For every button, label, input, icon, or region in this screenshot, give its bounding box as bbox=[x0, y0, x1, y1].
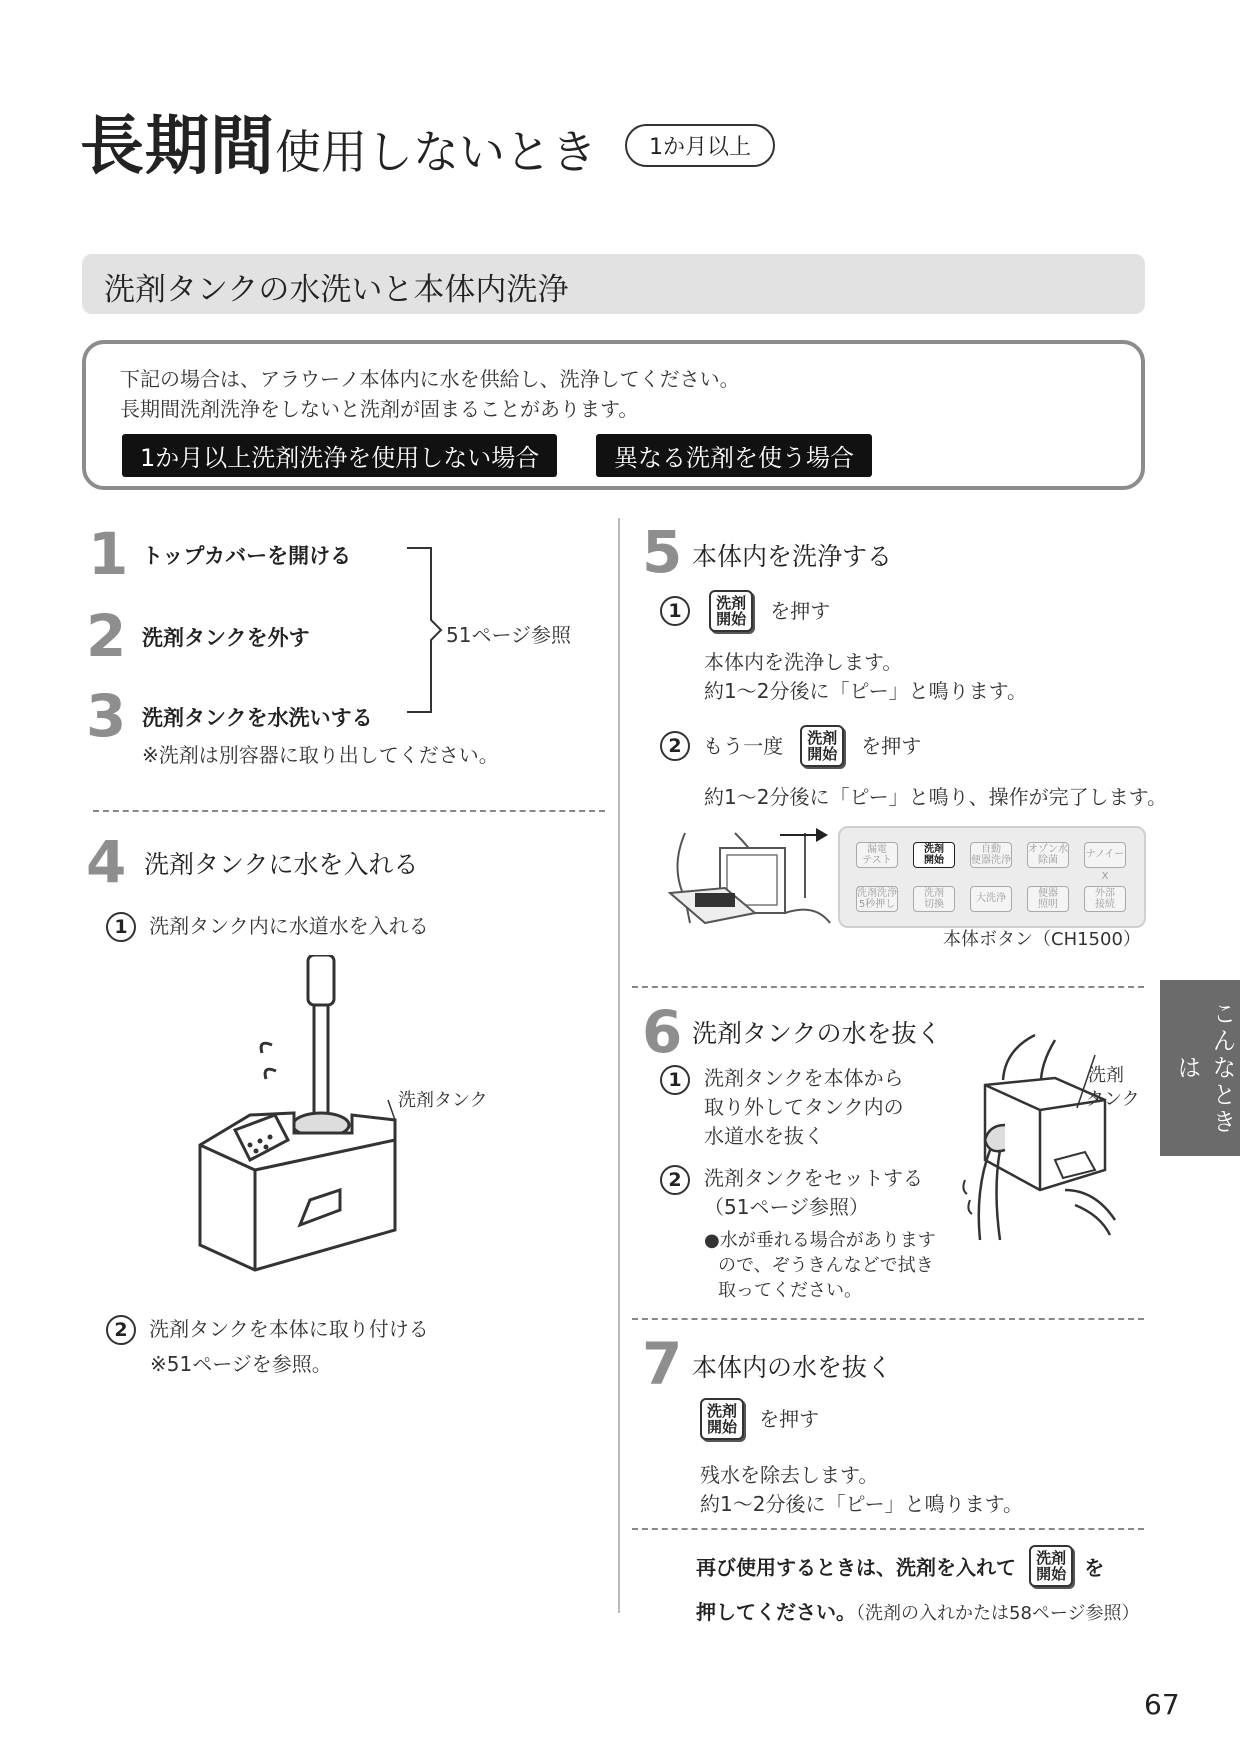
step-5-sub-1-line-1: 本体内を洗浄します。 bbox=[704, 650, 903, 674]
step-3-note: ※洗剤は別容器に取り出してください。 bbox=[142, 743, 499, 767]
divider bbox=[93, 810, 605, 812]
step-4-number: 4 bbox=[86, 828, 127, 896]
key-top: 洗剤 bbox=[807, 729, 838, 747]
section-header bbox=[82, 254, 1145, 314]
sub-step-number: 2 bbox=[106, 1315, 136, 1345]
step-5-sub-2 bbox=[660, 725, 921, 767]
step-4-sub-1 bbox=[106, 912, 429, 942]
panel-button: 便器 照明 bbox=[1027, 886, 1069, 912]
final-note-line-2 bbox=[696, 1596, 1140, 1626]
section-side-tab: こんなときは bbox=[1160, 980, 1240, 1156]
sub-step-prefix: もう一度 bbox=[703, 733, 784, 758]
page-number: 67 bbox=[1144, 1688, 1180, 1721]
push-text: を押す bbox=[861, 733, 922, 758]
divider bbox=[632, 1318, 1144, 1320]
step-7-action bbox=[700, 1398, 819, 1440]
step-3-title: 洗剤タンクを水洗いする bbox=[142, 706, 373, 730]
panel-button: ナノイーX bbox=[1084, 842, 1126, 868]
sub-step-number: 2 bbox=[660, 731, 690, 761]
notice-box bbox=[82, 340, 1145, 490]
final-part-1: 再び使用するときは、洗剤を入れて bbox=[696, 1555, 1016, 1580]
step-7-number: 7 bbox=[642, 1330, 683, 1398]
panel-caption: 本体ボタン（CH1500） bbox=[943, 929, 1141, 950]
key-bottom: 開始 bbox=[716, 610, 747, 628]
final-part-3: 押してください。 bbox=[696, 1600, 856, 1624]
page-title-strong: 長期間 bbox=[80, 110, 275, 184]
step-6-note-2: ので、ぞうきんなどで拭き bbox=[718, 1255, 934, 1276]
section-title: 洗剤タンクの水洗いと本体内洗浄 bbox=[104, 272, 569, 308]
step-7-line-2: 約1～2分後に「ピー」と鳴ります。 bbox=[700, 1492, 1024, 1516]
step-7-title: 本体内の水を抜く bbox=[692, 1353, 893, 1382]
panel-button: オゾン水 除菌 bbox=[1028, 844, 1068, 866]
step-6-sub-2-number: 2 bbox=[660, 1165, 690, 1195]
push-text: を押す bbox=[770, 598, 831, 623]
panel-button: 自動 便器洗浄 bbox=[971, 844, 1011, 866]
panel-button: 洗剤 切換 bbox=[913, 886, 955, 912]
key-top: 洗剤 bbox=[707, 1402, 738, 1420]
key-top: 洗剤 bbox=[716, 594, 747, 612]
divider bbox=[632, 1528, 1144, 1530]
step-5-sub-2-line: 約1～2分後に「ピー」と鳴り、操作が完了します。 bbox=[704, 785, 1168, 809]
step-6-sub-1-line-1: 洗剤タンクを本体から bbox=[704, 1066, 904, 1090]
arrow-icon bbox=[780, 825, 830, 845]
sub-step-number: 1 bbox=[106, 912, 136, 942]
step-6-sub-2-line-1: 洗剤タンクをセットする bbox=[704, 1166, 923, 1190]
panel-button: 大洗浄 bbox=[970, 886, 1012, 912]
detergent-start-key bbox=[709, 590, 753, 632]
step-6-sub-1-number: 1 bbox=[660, 1065, 690, 1095]
key-bottom: 開始 bbox=[1036, 1565, 1067, 1583]
step-6-note-1: ●水が垂れる場合があります bbox=[704, 1230, 936, 1251]
step-1-title: トップカバーを開ける bbox=[142, 544, 352, 568]
column-divider bbox=[618, 518, 620, 1613]
step-6-sub-2-line-2: （51ページ参照） bbox=[704, 1195, 870, 1219]
step-7-line-1: 残水を除去します。 bbox=[700, 1463, 879, 1487]
step-5-title: 本体内を洗浄する bbox=[692, 542, 893, 571]
panel-button-detergent-start: 洗剤 開始 bbox=[913, 842, 955, 868]
tank-label: 洗剤タンク bbox=[398, 1090, 488, 1111]
step-5-number: 5 bbox=[642, 518, 683, 586]
tank-label-line-1: 洗剤 bbox=[1088, 1065, 1124, 1086]
key-bottom: 開始 bbox=[707, 1418, 738, 1436]
step-4-title: 洗剤タンクに水を入れる bbox=[144, 850, 419, 879]
sub-step-number: 1 bbox=[660, 596, 690, 626]
panel-button: 漏電 テスト bbox=[856, 842, 898, 868]
tank-label-line-2: タンク bbox=[1086, 1089, 1140, 1110]
reference-text: 51ページ参照 bbox=[446, 623, 572, 647]
final-part-4: （洗剤の入れかたは58ページ参照） bbox=[856, 1603, 1140, 1624]
detergent-start-key bbox=[1029, 1545, 1073, 1587]
bracket-icon bbox=[405, 545, 445, 715]
sub-step-text: 洗剤タンクを本体に取り付ける bbox=[149, 1317, 429, 1341]
step-4-sub-2-note: ※51ページを参照。 bbox=[150, 1352, 332, 1376]
panel-button: 外部 接続 bbox=[1084, 886, 1126, 912]
step-3-number: 3 bbox=[86, 682, 127, 750]
divider bbox=[632, 986, 1144, 988]
key-bottom: 開始 bbox=[807, 745, 838, 763]
sub-step-text: 洗剤タンク内に水道水を入れる bbox=[149, 914, 429, 938]
detergent-start-key bbox=[700, 1398, 744, 1440]
panel-button: 洗剤洗浄 5秒押し bbox=[857, 888, 897, 910]
duration-badge: 1か月以上 bbox=[625, 124, 775, 167]
control-panel bbox=[838, 826, 1146, 928]
step-6-title: 洗剤タンクの水を抜く bbox=[692, 1019, 942, 1048]
detergent-start-key bbox=[800, 725, 844, 767]
step-1-number: 1 bbox=[88, 520, 129, 588]
page-title bbox=[80, 95, 597, 187]
step-5-sub-1 bbox=[660, 590, 830, 632]
step-2-title: 洗剤タンクを外す bbox=[142, 626, 310, 650]
step-6-sub-1-line-3: 水道水を抜く bbox=[704, 1124, 824, 1148]
push-text: を押す bbox=[759, 1406, 820, 1431]
step-5-sub-1-line-2: 約1～2分後に「ピー」と鳴ります。 bbox=[704, 679, 1028, 703]
case-tag-2: 異なる洗剤を使う場合 bbox=[596, 434, 872, 477]
key-top: 洗剤 bbox=[1036, 1549, 1067, 1567]
final-part-2: を bbox=[1084, 1555, 1105, 1580]
step-6-note-3: 取ってください。 bbox=[718, 1280, 862, 1301]
step-4-sub-2 bbox=[106, 1315, 429, 1345]
step-2-number: 2 bbox=[86, 602, 127, 670]
final-note-line-1 bbox=[696, 1545, 1104, 1587]
notice-line-1: 下記の場合は、アラウーノ本体内に水を供給し、洗浄してください。 bbox=[120, 367, 740, 391]
case-tag-1: 1か月以上洗剤洗浄を使用しない場合 bbox=[122, 434, 557, 477]
step-6-sub-1-line-2: 取り外してタンク内の bbox=[704, 1095, 904, 1119]
notice-line-2: 長期間洗剤洗浄をしないと洗剤が固まることがあります。 bbox=[120, 397, 639, 421]
page-title-rest: 使用しないとき bbox=[275, 125, 597, 179]
step-6-number: 6 bbox=[642, 998, 683, 1066]
detergent-tank-illustration bbox=[190, 955, 450, 1275]
